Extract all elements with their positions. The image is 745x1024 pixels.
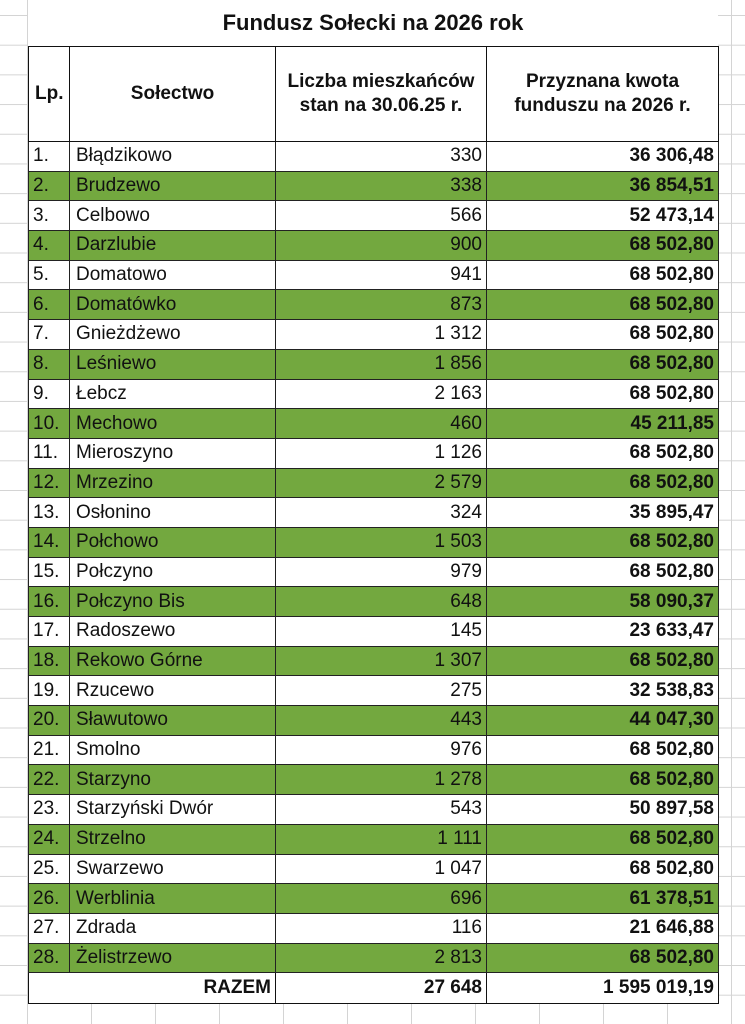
row-population[interactable]: 2 163 xyxy=(276,379,487,409)
row-name[interactable]: Połczyno Bis xyxy=(70,587,276,617)
row-population[interactable]: 543 xyxy=(276,795,487,825)
row-population[interactable]: 324 xyxy=(276,498,487,528)
row-population[interactable]: 873 xyxy=(276,290,487,320)
table-row xyxy=(29,438,719,468)
header-name[interactable]: Sołectwo xyxy=(70,47,276,142)
row-name[interactable]: Celbowo xyxy=(70,201,276,231)
row-name[interactable]: Błądzikowo xyxy=(70,142,276,172)
row-name[interactable]: Domatowo xyxy=(70,260,276,290)
table-row xyxy=(29,320,719,350)
table-row xyxy=(29,201,719,231)
row-amount[interactable]: 21 646,88 xyxy=(487,913,719,943)
row-amount[interactable]: 50 897,58 xyxy=(487,795,719,825)
total-amount[interactable]: 1 595 019,19 xyxy=(487,973,719,1004)
row-population[interactable]: 330 xyxy=(276,142,487,172)
table-row xyxy=(29,795,719,825)
row-population[interactable]: 648 xyxy=(276,587,487,617)
row-amount[interactable]: 61 378,51 xyxy=(487,884,719,914)
table-row xyxy=(29,557,719,587)
table-row xyxy=(29,349,719,379)
header-row xyxy=(29,47,719,142)
row-lp[interactable]: 1. xyxy=(29,142,70,172)
row-name[interactable]: Werblinia xyxy=(70,884,276,914)
row-population[interactable]: 443 xyxy=(276,706,487,736)
row-lp[interactable]: 5. xyxy=(29,260,70,290)
row-name[interactable]: Darzlubie xyxy=(70,231,276,261)
row-population[interactable]: 979 xyxy=(276,557,487,587)
table-row xyxy=(29,646,719,676)
row-population[interactable]: 900 xyxy=(276,231,487,261)
row-name[interactable]: Zdrada xyxy=(70,913,276,943)
table-row xyxy=(29,527,719,557)
table-row xyxy=(29,617,719,647)
row-lp[interactable]: 24. xyxy=(29,824,70,854)
row-name[interactable]: Radoszewo xyxy=(70,617,276,647)
row-amount[interactable]: 68 502,80 xyxy=(487,824,719,854)
row-name[interactable]: Rekowo Górne xyxy=(70,646,276,676)
row-name[interactable]: Smolno xyxy=(70,735,276,765)
row-amount[interactable]: 68 502,80 xyxy=(487,765,719,795)
row-amount[interactable]: 52 473,14 xyxy=(487,201,719,231)
table-row xyxy=(29,943,719,973)
row-name[interactable]: Osłonino xyxy=(70,498,276,528)
row-amount[interactable]: 68 502,80 xyxy=(487,438,719,468)
row-amount[interactable]: 68 502,80 xyxy=(487,379,719,409)
row-lp[interactable]: 26. xyxy=(29,884,70,914)
row-amount[interactable]: 68 502,80 xyxy=(487,943,719,973)
row-name[interactable]: Mrzezino xyxy=(70,468,276,498)
table-row xyxy=(29,468,719,498)
table-row xyxy=(29,260,719,290)
row-population[interactable]: 116 xyxy=(276,913,487,943)
row-lp[interactable]: 13. xyxy=(29,498,70,528)
table-row xyxy=(29,409,719,439)
row-amount[interactable]: 68 502,80 xyxy=(487,735,719,765)
row-population[interactable]: 1 111 xyxy=(276,824,487,854)
row-population[interactable]: 145 xyxy=(276,617,487,647)
total-label[interactable]: RAZEM xyxy=(29,973,276,1004)
row-name[interactable]: Rzucewo xyxy=(70,676,276,706)
row-population[interactable]: 696 xyxy=(276,884,487,914)
row-lp[interactable]: 19. xyxy=(29,676,70,706)
row-name[interactable]: Brudzewo xyxy=(70,171,276,201)
row-name[interactable]: Sławutowo xyxy=(70,706,276,736)
row-population[interactable]: 1 856 xyxy=(276,349,487,379)
row-population[interactable]: 2 579 xyxy=(276,468,487,498)
row-name[interactable]: Swarzewo xyxy=(70,854,276,884)
row-lp[interactable]: 4. xyxy=(29,231,70,261)
row-lp[interactable]: 20. xyxy=(29,706,70,736)
table-row xyxy=(29,587,719,617)
table-body xyxy=(29,142,719,973)
row-amount[interactable]: 68 502,80 xyxy=(487,854,719,884)
row-lp[interactable]: 17. xyxy=(29,617,70,647)
table-row xyxy=(29,290,719,320)
row-lp[interactable]: 14. xyxy=(29,527,70,557)
header-lp[interactable]: Lp. xyxy=(29,47,70,142)
row-lp[interactable]: 16. xyxy=(29,587,70,617)
row-name[interactable]: Starzyński Dwór xyxy=(70,795,276,825)
row-lp[interactable]: 18. xyxy=(29,646,70,676)
row-name[interactable]: Mieroszyno xyxy=(70,438,276,468)
row-lp[interactable]: 22. xyxy=(29,765,70,795)
row-amount[interactable]: 58 090,37 xyxy=(487,587,719,617)
row-name[interactable]: Starzyno xyxy=(70,765,276,795)
row-population[interactable]: 1 307 xyxy=(276,646,487,676)
total-row xyxy=(29,973,719,1004)
row-amount[interactable]: 32 538,83 xyxy=(487,676,719,706)
row-amount[interactable]: 35 895,47 xyxy=(487,498,719,528)
row-amount[interactable]: 36 306,48 xyxy=(487,142,719,172)
table-row xyxy=(29,498,719,528)
row-lp[interactable]: 6. xyxy=(29,290,70,320)
row-name[interactable]: Żelistrzewo xyxy=(70,943,276,973)
row-lp[interactable]: 12. xyxy=(29,468,70,498)
row-population[interactable]: 1 278 xyxy=(276,765,487,795)
row-population[interactable]: 976 xyxy=(276,735,487,765)
row-lp[interactable]: 21. xyxy=(29,735,70,765)
row-amount[interactable]: 45 211,85 xyxy=(487,409,719,439)
row-amount[interactable]: 23 633,47 xyxy=(487,617,719,647)
row-name[interactable]: Połczyno xyxy=(70,557,276,587)
row-population[interactable]: 275 xyxy=(276,676,487,706)
row-name[interactable]: Mechowo xyxy=(70,409,276,439)
table-row xyxy=(29,735,719,765)
row-amount[interactable]: 68 502,80 xyxy=(487,557,719,587)
table-row xyxy=(29,824,719,854)
row-population[interactable]: 1 312 xyxy=(276,320,487,350)
header-amount[interactable]: Przyznana kwota funduszu na 2026 r. xyxy=(487,47,719,142)
total-population[interactable]: 27 648 xyxy=(276,973,487,1004)
row-lp[interactable]: 7. xyxy=(29,320,70,350)
row-lp[interactable]: 27. xyxy=(29,913,70,943)
table-row xyxy=(29,231,719,261)
table-row xyxy=(29,142,719,172)
row-name[interactable]: Strzelno xyxy=(70,824,276,854)
row-lp[interactable]: 28. xyxy=(29,943,70,973)
row-population[interactable]: 2 813 xyxy=(276,943,487,973)
row-population[interactable]: 1 047 xyxy=(276,854,487,884)
row-amount[interactable]: 68 502,80 xyxy=(487,320,719,350)
table-row xyxy=(29,854,719,884)
table-row xyxy=(29,171,719,201)
row-amount[interactable]: 36 854,51 xyxy=(487,171,719,201)
row-lp[interactable]: 2. xyxy=(29,171,70,201)
row-amount[interactable]: 68 502,80 xyxy=(487,468,719,498)
row-amount[interactable]: 68 502,80 xyxy=(487,527,719,557)
row-population[interactable]: 566 xyxy=(276,201,487,231)
header-population[interactable]: Liczba mieszkańców stan na 30.06.25 r. xyxy=(276,47,487,142)
table-row xyxy=(29,884,719,914)
row-amount[interactable]: 44 047,30 xyxy=(487,706,719,736)
row-lp[interactable]: 25. xyxy=(29,854,70,884)
table-row xyxy=(29,765,719,795)
row-lp[interactable]: 10. xyxy=(29,409,70,439)
table-row xyxy=(29,379,719,409)
table-row xyxy=(29,676,719,706)
table-row xyxy=(29,913,719,943)
row-amount[interactable]: 68 502,80 xyxy=(487,290,719,320)
row-population[interactable]: 460 xyxy=(276,409,487,439)
row-amount[interactable]: 68 502,80 xyxy=(487,260,719,290)
row-population[interactable]: 941 xyxy=(276,260,487,290)
row-amount[interactable]: 68 502,80 xyxy=(487,349,719,379)
row-lp[interactable]: 3. xyxy=(29,201,70,231)
row-name[interactable]: Domatówko xyxy=(70,290,276,320)
row-population[interactable]: 338 xyxy=(276,171,487,201)
row-name[interactable]: Gnieżdżewo xyxy=(70,320,276,350)
fund-table xyxy=(28,46,719,1004)
sheet-title: Fundusz Sołecki na 2026 rok xyxy=(28,0,718,46)
row-name[interactable]: Połchowo xyxy=(70,527,276,557)
row-population[interactable]: 1 126 xyxy=(276,438,487,468)
row-amount[interactable]: 68 502,80 xyxy=(487,231,719,261)
row-population[interactable]: 1 503 xyxy=(276,527,487,557)
row-name[interactable]: Leśniewo xyxy=(70,349,276,379)
row-lp[interactable]: 8. xyxy=(29,349,70,379)
table-row xyxy=(29,706,719,736)
row-lp[interactable]: 11. xyxy=(29,438,70,468)
row-name[interactable]: Łebcz xyxy=(70,379,276,409)
row-lp[interactable]: 15. xyxy=(29,557,70,587)
row-amount[interactable]: 68 502,80 xyxy=(487,646,719,676)
row-lp[interactable]: 9. xyxy=(29,379,70,409)
row-lp[interactable]: 23. xyxy=(29,795,70,825)
